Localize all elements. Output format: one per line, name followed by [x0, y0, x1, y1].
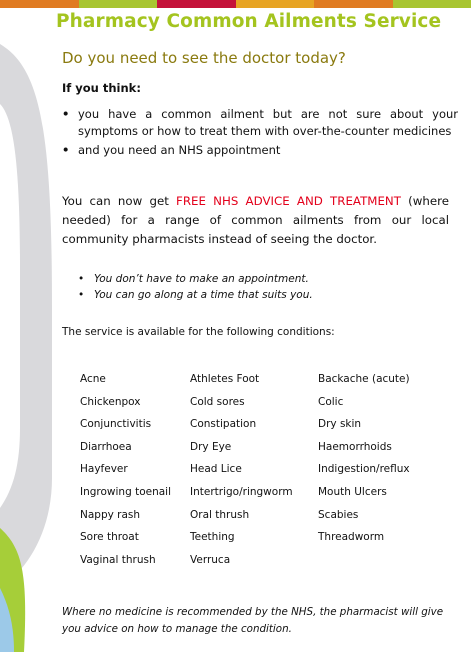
condition-item: Constipation	[190, 418, 257, 431]
symptom-bullets	[62, 106, 458, 161]
notes-list	[78, 271, 313, 303]
deco-grey-band	[0, 44, 52, 588]
condition-item: Cold sores	[190, 395, 245, 408]
color-bar-segment	[79, 0, 158, 8]
condition-item: Head Lice	[190, 463, 242, 476]
bullet-item: • you have a common ailment but are not sure about your symptoms or how to treat them with over-the-counter medicines	[62, 106, 458, 140]
condition-item: Conjunctivitis	[80, 418, 152, 431]
offer-text-before: You can now get	[62, 194, 177, 208]
condition-item: Diarrhoea	[80, 440, 132, 453]
conditions-intro: The service is available for the following conditions:	[62, 326, 335, 338]
condition-item: Athletes Foot	[190, 373, 260, 385]
condition-item: Verruca	[190, 553, 231, 566]
page-title: Pharmacy Common Ailments Service	[56, 11, 442, 32]
bullet-item: • and you need an NHS appointment	[62, 142, 458, 159]
condition-item: Colic	[318, 395, 344, 408]
condition-item: Nappy rash	[80, 508, 141, 521]
color-bar	[0, 0, 471, 8]
offer-highlight: FREE NHS ADVICE AND TREATMENT	[176, 194, 401, 208]
condition-item: Sore throat	[80, 531, 139, 544]
condition-item: Dry skin	[318, 418, 362, 431]
page-subtitle: Do you need to see the doctor today?	[62, 49, 346, 67]
condition-item: Threadworm	[318, 531, 385, 544]
condition-item: Vaginal thrush	[80, 553, 156, 566]
color-bar-segment	[0, 0, 79, 8]
color-bar-segment	[157, 0, 236, 8]
condition-item: Acne	[80, 373, 106, 385]
condition-item: Backache (acute)	[318, 373, 410, 385]
condition-item: Mouth Ulcers	[318, 486, 387, 498]
note-item: • You don’t have to make an appointment.	[78, 271, 313, 287]
color-bar-segment	[393, 0, 471, 8]
condition-item: Teething	[190, 531, 235, 544]
condition-item: Haemorrhoids	[318, 440, 392, 453]
condition-item: Dry Eye	[190, 440, 232, 453]
condition-item: Scabies	[318, 508, 359, 521]
color-bar-segment	[314, 0, 393, 8]
if-you-think-label: If you think:	[62, 81, 141, 95]
decorative-curve	[0, 8, 60, 652]
footer-note: Where no medicine is recommended by the NHS, the pharmacist will give you advice on how to manage the condition.	[62, 606, 444, 635]
condition-item: Chickenpox	[80, 395, 141, 408]
offer-text-after: (where needed) for a range of common ailments from our local community pharmacists instead of seeing the doctor.	[62, 194, 449, 246]
condition-item: Indigestion/reflux	[318, 463, 410, 476]
offer-paragraph	[62, 192, 449, 249]
note-item: • You can go along at a time that suits you.	[78, 287, 313, 303]
condition-item: Oral thrush	[190, 508, 250, 521]
condition-item: Intertrigo/ringworm	[190, 486, 293, 498]
condition-item: Ingrowing toenail	[80, 486, 172, 498]
condition-item: Hayfever	[80, 463, 128, 476]
color-bar-segment	[236, 0, 315, 8]
